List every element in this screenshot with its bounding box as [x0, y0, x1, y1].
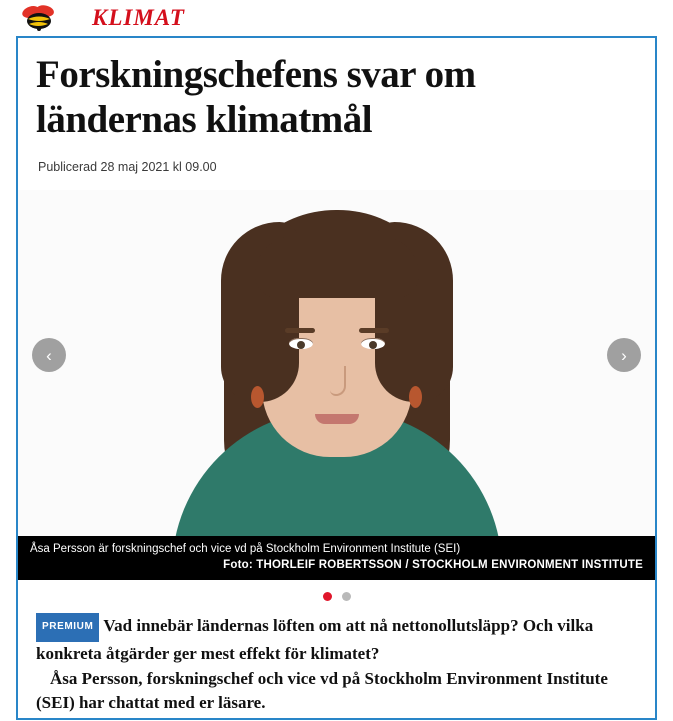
portrait-eye-right — [361, 338, 385, 349]
portrait-brow-left — [285, 328, 315, 333]
portrait-mouth — [315, 414, 359, 424]
gallery-dot-1[interactable] — [323, 592, 332, 601]
publish-timestamp: Publicerad 28 maj 2021 kl 09.00 — [38, 160, 217, 174]
gallery-pagination-dots — [18, 580, 655, 611]
gallery-dot-2[interactable] — [342, 592, 351, 601]
portrait-earring-left — [251, 386, 264, 408]
gallery-next-arrow-icon[interactable]: › — [607, 338, 641, 372]
gallery-prev-arrow-icon[interactable]: ‹ — [32, 338, 66, 372]
premium-badge: PREMIUM — [36, 613, 99, 642]
portrait-nose — [330, 366, 346, 396]
portrait-fringe — [255, 236, 419, 298]
portrait-eye-left — [289, 338, 313, 349]
article-image-gallery — [18, 190, 655, 580]
page-title: Forskningschefens svar om ländernas klimatmål — [36, 53, 476, 141]
article-lead — [36, 613, 639, 715]
caption-text: Åsa Persson är forskningschef och vice vd på Stockholm Environment Institute (SEI) — [30, 543, 461, 555]
lead-paragraph-2: Åsa Persson, forskningschef och vice vd på Stockholm Environment Institute (SEI) har chattat med er läsare. — [36, 669, 608, 712]
article-photo — [18, 190, 655, 580]
lead-paragraph-1: Vad innebär ländernas löften om att nå nettonollutsläpp? Och vilka konkreta åtgärder ger mest effekt för klimatet? — [36, 616, 594, 663]
section-label[interactable]: KLIMAT — [92, 5, 185, 30]
lead-paragraph-1-wrapper — [36, 613, 639, 666]
expressen-bee-logo[interactable] — [18, 5, 62, 31]
portrait-pupil-right — [369, 341, 377, 349]
portrait-earring-right — [409, 386, 422, 408]
caption-credit: Foto: THORLEIF ROBERTSSON / STOCKHOLM ENVIRONMENT INSTITUTE — [223, 559, 643, 571]
site-header — [0, 0, 673, 36]
article-container — [16, 36, 657, 720]
portrait-brow-right — [359, 328, 389, 333]
portrait-pupil-left — [297, 341, 305, 349]
image-caption — [18, 536, 655, 580]
